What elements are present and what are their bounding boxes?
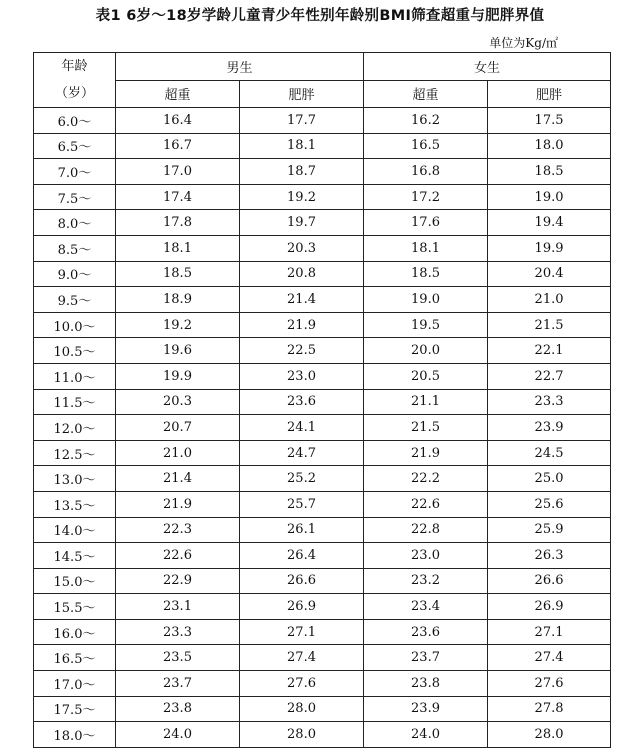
female-obese-cell: 17.5 xyxy=(488,108,611,134)
table-body xyxy=(34,108,611,748)
male-overweight-cell: 23.1 xyxy=(116,594,240,620)
male-overweight-cell: 19.2 xyxy=(116,312,240,338)
male-obese-cell: 20.3 xyxy=(240,235,364,261)
female-obese-cell: 26.9 xyxy=(488,594,611,620)
male-obese-cell: 25.2 xyxy=(240,466,364,492)
age-cell: 17.0～ xyxy=(34,671,116,697)
table-row xyxy=(34,210,611,236)
male-obese-cell: 27.4 xyxy=(240,645,364,671)
table-row xyxy=(34,108,611,134)
female-obese-cell: 18.5 xyxy=(488,159,611,185)
male-overweight-cell: 22.6 xyxy=(116,543,240,569)
male-obese-cell: 27.1 xyxy=(240,619,364,645)
male-overweight-header: 超重 xyxy=(116,80,240,108)
female-obese-cell: 22.7 xyxy=(488,363,611,389)
unit-label: 单位为Kg/㎡ xyxy=(489,36,558,50)
age-cell: 14.5～ xyxy=(34,543,116,569)
table-row xyxy=(34,722,611,748)
age-cell: 12.5～ xyxy=(34,440,116,466)
table-row xyxy=(34,568,611,594)
table-row xyxy=(34,184,611,210)
female-overweight-cell: 16.2 xyxy=(364,108,488,134)
male-obese-cell: 20.8 xyxy=(240,261,364,287)
male-overweight-cell: 20.3 xyxy=(116,389,240,415)
male-overweight-cell: 23.8 xyxy=(116,696,240,722)
age-cell: 7.0～ xyxy=(34,159,116,185)
table-row xyxy=(34,440,611,466)
female-overweight-cell: 21.1 xyxy=(364,389,488,415)
female-overweight-cell: 22.6 xyxy=(364,491,488,517)
female-obese-cell: 26.6 xyxy=(488,568,611,594)
female-overweight-cell: 16.8 xyxy=(364,159,488,185)
table-row xyxy=(34,287,611,313)
female-obese-cell: 22.1 xyxy=(488,338,611,364)
age-cell: 11.5～ xyxy=(34,389,116,415)
female-overweight-cell: 23.7 xyxy=(364,645,488,671)
male-overweight-cell: 16.7 xyxy=(116,133,240,159)
male-obese-cell: 28.0 xyxy=(240,696,364,722)
female-obese-cell: 21.5 xyxy=(488,312,611,338)
table-row xyxy=(34,415,611,441)
age-header xyxy=(34,53,116,108)
female-obese-cell: 27.8 xyxy=(488,696,611,722)
female-overweight-cell: 21.5 xyxy=(364,415,488,441)
male-overweight-cell: 22.9 xyxy=(116,568,240,594)
table-row xyxy=(34,543,611,569)
table-row xyxy=(34,389,611,415)
male-overweight-cell: 17.8 xyxy=(116,210,240,236)
age-cell: 16.0～ xyxy=(34,619,116,645)
age-cell: 18.0～ xyxy=(34,722,116,748)
male-overweight-cell: 23.7 xyxy=(116,671,240,697)
male-obese-cell: 21.9 xyxy=(240,312,364,338)
female-obese-cell: 28.0 xyxy=(488,722,611,748)
female-overweight-cell: 17.2 xyxy=(364,184,488,210)
male-overweight-cell: 19.6 xyxy=(116,338,240,364)
age-cell: 11.0～ xyxy=(34,363,116,389)
female-overweight-cell: 19.0 xyxy=(364,287,488,313)
male-obese-cell: 18.7 xyxy=(240,159,364,185)
age-cell: 10.5～ xyxy=(34,338,116,364)
table-header xyxy=(34,53,611,108)
female-overweight-cell: 19.5 xyxy=(364,312,488,338)
male-obese-cell: 24.1 xyxy=(240,415,364,441)
female-obese-cell: 23.3 xyxy=(488,389,611,415)
table-row xyxy=(34,133,611,159)
table-row xyxy=(34,619,611,645)
table-row xyxy=(34,491,611,517)
table-row xyxy=(34,696,611,722)
table-row xyxy=(34,235,611,261)
female-overweight-cell: 23.6 xyxy=(364,619,488,645)
female-obese-cell: 25.6 xyxy=(488,491,611,517)
table-row xyxy=(34,671,611,697)
age-cell: 13.5～ xyxy=(34,491,116,517)
female-header: 女生 xyxy=(364,53,611,81)
age-cell: 8.0～ xyxy=(34,210,116,236)
table-row xyxy=(34,517,611,543)
table-row xyxy=(34,363,611,389)
age-cell: 13.0～ xyxy=(34,466,116,492)
age-cell: 7.5～ xyxy=(34,184,116,210)
male-overweight-cell: 23.3 xyxy=(116,619,240,645)
female-obese-cell: 24.5 xyxy=(488,440,611,466)
male-obese-cell: 26.6 xyxy=(240,568,364,594)
female-obese-cell: 27.4 xyxy=(488,645,611,671)
male-obese-cell: 19.7 xyxy=(240,210,364,236)
age-cell: 16.5～ xyxy=(34,645,116,671)
male-overweight-cell: 17.0 xyxy=(116,159,240,185)
male-overweight-cell: 18.1 xyxy=(116,235,240,261)
age-cell: 15.0～ xyxy=(34,568,116,594)
age-header-line2: （岁） xyxy=(54,86,94,101)
age-cell: 15.5～ xyxy=(34,594,116,620)
female-obese-cell: 25.0 xyxy=(488,466,611,492)
age-cell: 6.5～ xyxy=(34,133,116,159)
male-obese-cell: 26.4 xyxy=(240,543,364,569)
male-obese-cell: 17.7 xyxy=(240,108,364,134)
female-obese-cell: 27.6 xyxy=(488,671,611,697)
female-obese-cell: 21.0 xyxy=(488,287,611,313)
female-obese-header: 肥胖 xyxy=(488,80,611,108)
female-obese-cell: 25.9 xyxy=(488,517,611,543)
male-obese-cell: 24.7 xyxy=(240,440,364,466)
female-obese-cell: 19.0 xyxy=(488,184,611,210)
male-overweight-cell: 17.4 xyxy=(116,184,240,210)
female-overweight-cell: 17.6 xyxy=(364,210,488,236)
male-obese-cell: 28.0 xyxy=(240,722,364,748)
age-cell: 6.0～ xyxy=(34,108,116,134)
male-overweight-cell: 21.0 xyxy=(116,440,240,466)
male-overweight-cell: 22.3 xyxy=(116,517,240,543)
female-overweight-cell: 23.0 xyxy=(364,543,488,569)
female-obese-cell: 20.4 xyxy=(488,261,611,287)
male-obese-cell: 18.1 xyxy=(240,133,364,159)
female-overweight-cell: 22.2 xyxy=(364,466,488,492)
male-overweight-cell: 19.9 xyxy=(116,363,240,389)
table-row xyxy=(34,645,611,671)
male-overweight-cell: 23.5 xyxy=(116,645,240,671)
male-obese-cell: 22.5 xyxy=(240,338,364,364)
male-overweight-cell: 18.5 xyxy=(116,261,240,287)
age-cell: 9.5～ xyxy=(34,287,116,313)
male-obese-cell: 26.9 xyxy=(240,594,364,620)
age-cell: 8.5～ xyxy=(34,235,116,261)
female-overweight-cell: 20.5 xyxy=(364,363,488,389)
female-overweight-cell: 18.1 xyxy=(364,235,488,261)
female-overweight-cell: 16.5 xyxy=(364,133,488,159)
male-obese-cell: 25.7 xyxy=(240,491,364,517)
table-row xyxy=(34,338,611,364)
table-title: 表1 6岁～18岁学龄儿童青少年性别年龄别BMI筛查超重与肥胖界值 xyxy=(95,8,545,24)
female-overweight-cell: 24.0 xyxy=(364,722,488,748)
female-overweight-cell: 20.0 xyxy=(364,338,488,364)
female-obese-cell: 19.4 xyxy=(488,210,611,236)
female-overweight-header: 超重 xyxy=(364,80,488,108)
table-row xyxy=(34,261,611,287)
age-cell: 12.0～ xyxy=(34,415,116,441)
male-obese-header: 肥胖 xyxy=(240,80,364,108)
male-overweight-cell: 24.0 xyxy=(116,722,240,748)
male-obese-cell: 26.1 xyxy=(240,517,364,543)
table-row xyxy=(34,312,611,338)
age-cell: 17.5～ xyxy=(34,696,116,722)
male-overweight-cell: 20.7 xyxy=(116,415,240,441)
female-overweight-cell: 23.4 xyxy=(364,594,488,620)
female-obese-cell: 18.0 xyxy=(488,133,611,159)
table-row xyxy=(34,159,611,185)
age-cell: 14.0～ xyxy=(34,517,116,543)
female-overweight-cell: 23.9 xyxy=(364,696,488,722)
male-overweight-cell: 18.9 xyxy=(116,287,240,313)
female-obese-cell: 19.9 xyxy=(488,235,611,261)
male-header: 男生 xyxy=(116,53,364,81)
female-obese-cell: 23.9 xyxy=(488,415,611,441)
age-cell: 10.0～ xyxy=(34,312,116,338)
male-obese-cell: 23.6 xyxy=(240,389,364,415)
male-obese-cell: 19.2 xyxy=(240,184,364,210)
table-row xyxy=(34,594,611,620)
female-overweight-cell: 21.9 xyxy=(364,440,488,466)
male-obese-cell: 21.4 xyxy=(240,287,364,313)
female-obese-cell: 26.3 xyxy=(488,543,611,569)
bmi-table xyxy=(33,52,611,748)
female-overweight-cell: 18.5 xyxy=(364,261,488,287)
female-overweight-cell: 23.2 xyxy=(364,568,488,594)
male-obese-cell: 27.6 xyxy=(240,671,364,697)
age-cell: 9.0～ xyxy=(34,261,116,287)
male-overweight-cell: 16.4 xyxy=(116,108,240,134)
male-overweight-cell: 21.9 xyxy=(116,491,240,517)
female-obese-cell: 27.1 xyxy=(488,619,611,645)
table-row xyxy=(34,466,611,492)
female-overweight-cell: 23.8 xyxy=(364,671,488,697)
age-header-line1: 年龄 xyxy=(61,59,88,74)
male-overweight-cell: 21.4 xyxy=(116,466,240,492)
female-overweight-cell: 22.8 xyxy=(364,517,488,543)
male-obese-cell: 23.0 xyxy=(240,363,364,389)
